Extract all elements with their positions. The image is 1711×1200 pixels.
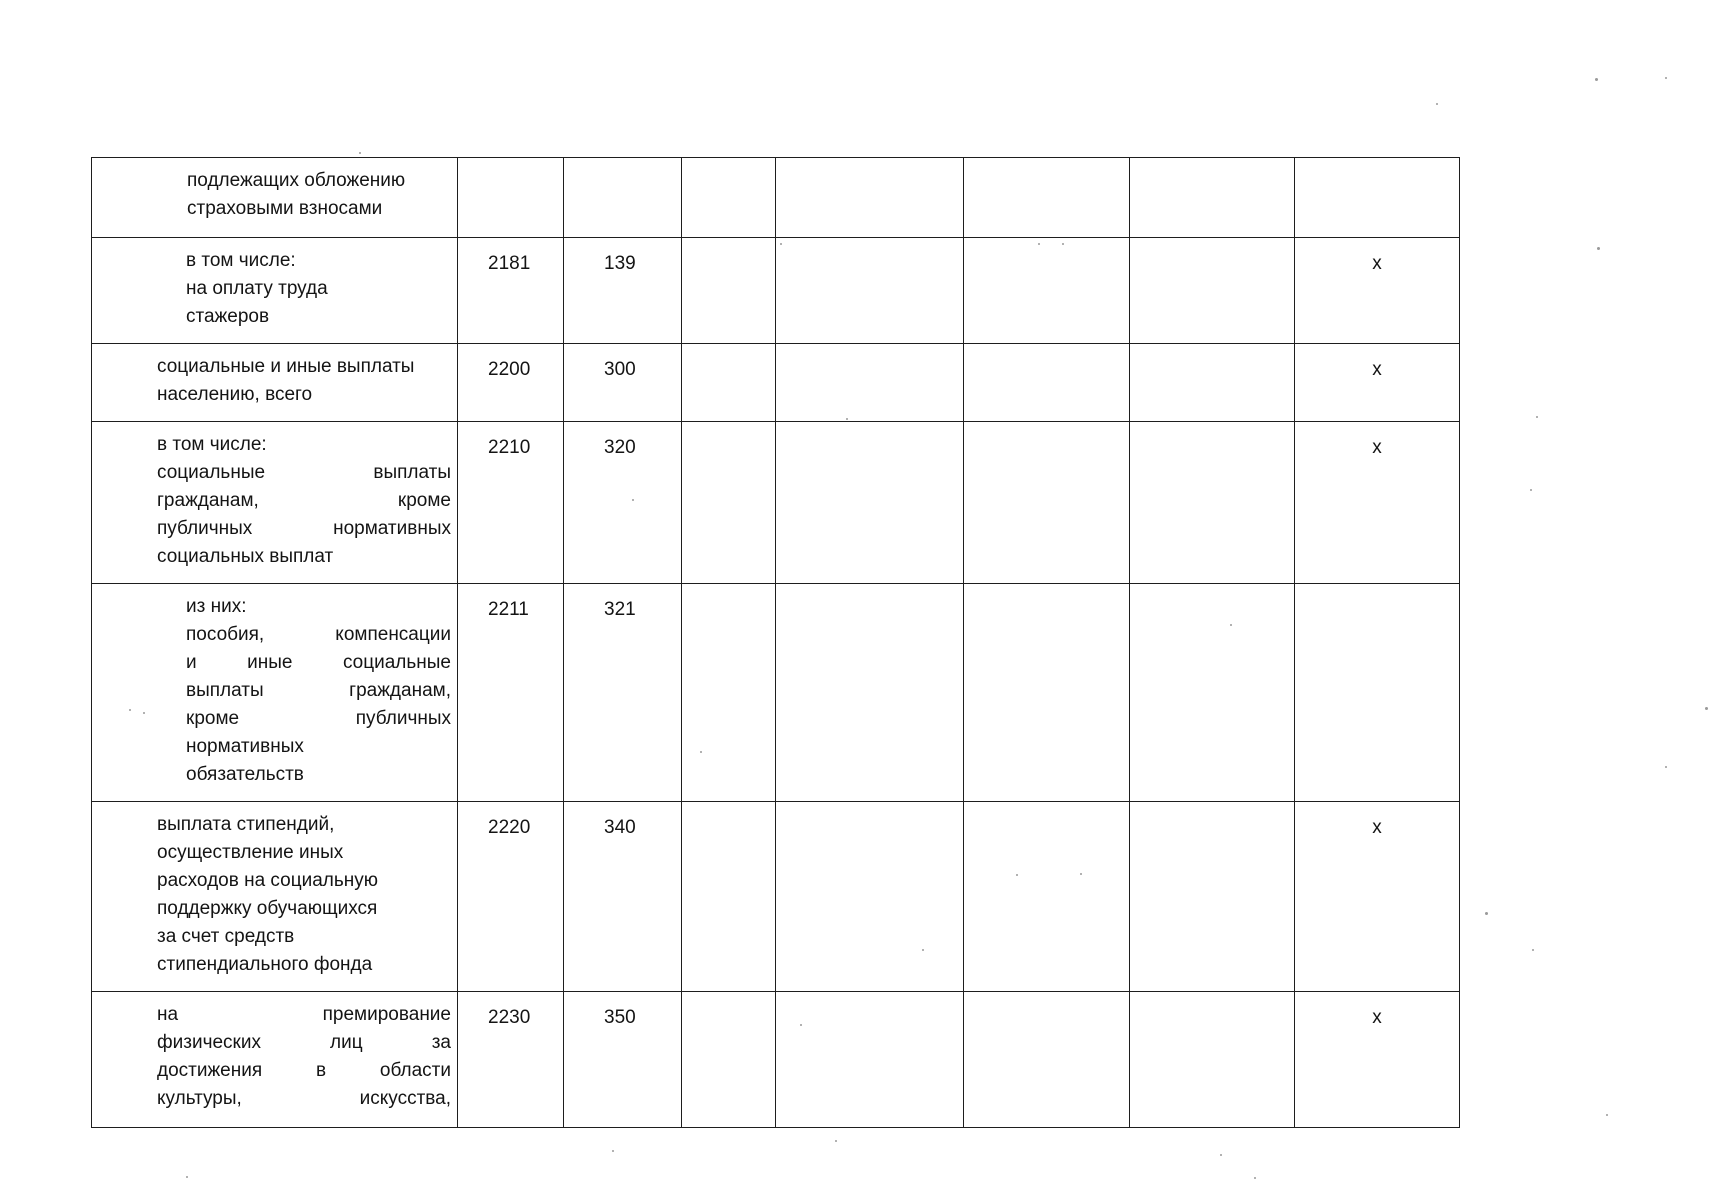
row-code	[458, 158, 564, 238]
scan-speck	[1016, 874, 1018, 876]
scan-speck	[835, 1140, 837, 1142]
description-line: за счет средств	[157, 926, 295, 947]
scan-speck	[1705, 707, 1708, 710]
description-line: из них:	[186, 596, 247, 617]
description-line: кроме публичных	[186, 708, 451, 729]
empty-value-cell	[682, 802, 776, 992]
row-description-cell	[92, 422, 458, 584]
empty-value-cell	[964, 238, 1130, 344]
description-line: стипендиального фонда	[157, 954, 373, 975]
empty-value-cell	[682, 344, 776, 422]
empty-value-cell	[1130, 584, 1295, 802]
scan-speck	[1532, 949, 1534, 951]
empty-value-cell	[776, 802, 964, 992]
row-description-cell	[92, 238, 458, 344]
scan-speck	[1254, 1177, 1256, 1179]
scan-speck	[1536, 416, 1538, 418]
row-kosgu-code: 300	[564, 344, 682, 422]
scan-speck	[612, 1150, 614, 1152]
table-row	[92, 584, 1460, 802]
empty-value-cell	[682, 992, 776, 1128]
row-description	[92, 238, 457, 337]
row-mark	[1295, 158, 1460, 238]
empty-value-cell	[682, 584, 776, 802]
row-kosgu-code: 321	[564, 584, 682, 802]
table-row	[92, 802, 1460, 992]
description-line: нормативных	[186, 736, 304, 757]
scan-speck	[359, 152, 361, 154]
row-kosgu-code: 340	[564, 802, 682, 992]
scan-speck	[1080, 873, 1082, 875]
description-line: населению, всего	[157, 384, 313, 405]
empty-value-cell	[964, 584, 1130, 802]
scan-speck	[800, 1024, 802, 1026]
description-line: социальных выплат	[157, 546, 334, 567]
row-description	[92, 802, 457, 985]
scan-speck	[143, 712, 145, 714]
description-line: выплаты гражданам,	[186, 680, 451, 701]
row-kosgu-code: 320	[564, 422, 682, 584]
scan-speck	[1665, 766, 1667, 768]
row-kosgu-code: 350	[564, 992, 682, 1128]
empty-value-cell	[1130, 802, 1295, 992]
budget-table	[91, 157, 1460, 1128]
table-row	[92, 158, 1460, 238]
description-line: социальные выплаты	[157, 462, 451, 483]
scan-speck	[632, 499, 634, 501]
description-line: в том числе:	[157, 434, 267, 455]
description-line: обязательств	[186, 764, 304, 785]
scan-speck	[1597, 247, 1600, 250]
description-line: подлежащих обложению	[187, 170, 406, 191]
description-line: страховыми взносами	[187, 198, 383, 219]
row-description	[92, 422, 457, 577]
description-line: и иные социальные	[186, 652, 451, 673]
row-mark: х	[1295, 344, 1460, 422]
empty-value-cell	[1130, 422, 1295, 584]
scan-speck	[1230, 624, 1232, 626]
empty-value-cell	[776, 344, 964, 422]
row-description-cell	[92, 992, 458, 1128]
description-line: расходов на социальную	[157, 870, 379, 891]
row-mark: х	[1295, 992, 1460, 1128]
row-description-cell	[92, 584, 458, 802]
scan-speck	[1485, 912, 1488, 915]
empty-value-cell	[682, 238, 776, 344]
empty-value-cell	[964, 422, 1130, 584]
description-line: выплата стипендий,	[157, 814, 335, 835]
empty-value-cell	[964, 344, 1130, 422]
description-line: физических лиц за	[157, 1032, 451, 1053]
scan-speck	[1062, 243, 1064, 245]
row-code: 2220	[458, 802, 564, 992]
row-description	[92, 584, 457, 795]
scan-speck	[1606, 1114, 1608, 1116]
scan-speck	[846, 418, 848, 420]
table-row	[92, 422, 1460, 584]
row-description-cell	[92, 158, 458, 238]
description-line: осуществление иных	[157, 842, 344, 863]
scan-speck	[922, 949, 924, 951]
description-line: стажеров	[186, 306, 270, 327]
row-code: 2210	[458, 422, 564, 584]
table-body	[92, 158, 1460, 1128]
row-kosgu-code	[564, 158, 682, 238]
description-line: социальные и иные выплаты	[157, 356, 415, 377]
empty-value-cell	[964, 992, 1130, 1128]
empty-value-cell	[776, 422, 964, 584]
row-description-cell	[92, 802, 458, 992]
empty-value-cell	[682, 422, 776, 584]
row-code: 2181	[458, 238, 564, 344]
description-line: культуры, искусства,	[157, 1088, 451, 1109]
row-code: 2230	[458, 992, 564, 1128]
row-description	[92, 158, 457, 229]
scan-speck	[700, 751, 702, 753]
empty-value-cell	[1130, 344, 1295, 422]
empty-value-cell	[1130, 992, 1295, 1128]
table-row	[92, 238, 1460, 344]
description-line: на премирование	[157, 1004, 451, 1025]
scan-speck	[129, 709, 131, 711]
row-mark: х	[1295, 238, 1460, 344]
scan-speck	[1038, 243, 1040, 245]
description-line: публичных нормативных	[157, 518, 451, 539]
scan-speck	[186, 1176, 188, 1178]
row-mark	[1295, 584, 1460, 802]
empty-value-cell	[682, 158, 776, 238]
row-mark: х	[1295, 802, 1460, 992]
description-line: в том числе:	[186, 250, 296, 271]
row-description	[92, 992, 457, 1119]
description-line: достижения в области	[157, 1060, 451, 1081]
empty-value-cell	[964, 158, 1130, 238]
table-row	[92, 344, 1460, 422]
scan-speck	[1665, 77, 1667, 79]
scan-speck	[1220, 1154, 1222, 1156]
empty-value-cell	[776, 992, 964, 1128]
scan-speck	[1530, 489, 1532, 491]
empty-value-cell	[776, 238, 964, 344]
row-mark: х	[1295, 422, 1460, 584]
empty-value-cell	[1130, 158, 1295, 238]
row-code: 2211	[458, 584, 564, 802]
empty-value-cell	[964, 802, 1130, 992]
scan-speck	[780, 243, 782, 245]
description-line: пособия, компенсации	[186, 624, 451, 645]
empty-value-cell	[1130, 238, 1295, 344]
description-line: на оплату труда	[186, 278, 328, 299]
scan-speck	[1595, 78, 1598, 81]
row-description	[92, 344, 457, 415]
description-line: поддержку обучающихся	[157, 898, 378, 919]
row-kosgu-code: 139	[564, 238, 682, 344]
row-code: 2200	[458, 344, 564, 422]
table-row	[92, 992, 1460, 1128]
scan-speck	[1436, 103, 1438, 105]
empty-value-cell	[776, 584, 964, 802]
description-line: гражданам, кроме	[157, 490, 451, 511]
row-description-cell	[92, 344, 458, 422]
empty-value-cell	[776, 158, 964, 238]
